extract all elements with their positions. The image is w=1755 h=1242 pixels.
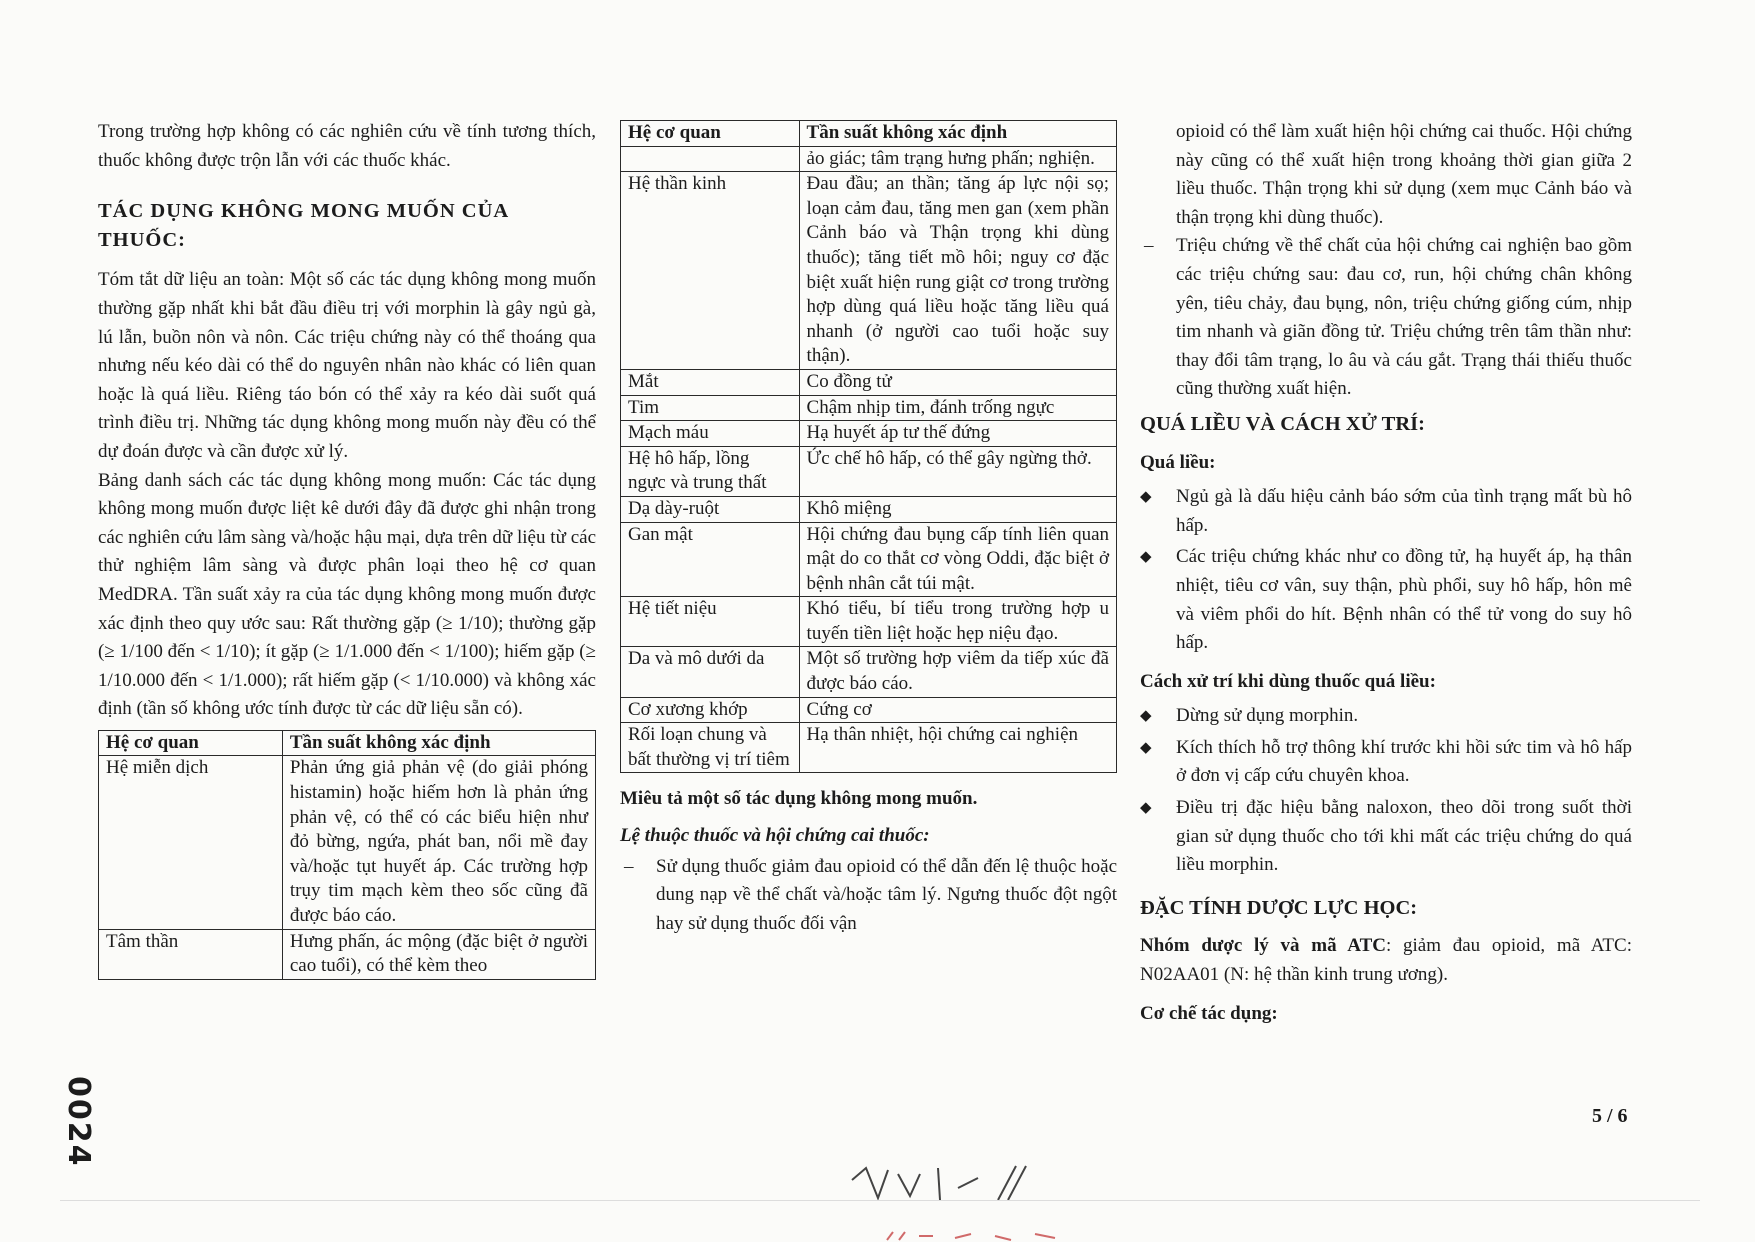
effect-cell: Cứng cơ [799,697,1116,723]
table-row [621,446,1117,496]
safety-summary-paragraph: Tóm tắt dữ liệu an toàn: Một số các tác dụng không mong muốn thường gặp nhất khi bắt đầu điều trị với morphin là gây ngủ gà, lú lẫn, buồn nôn và nôn. Các triệu chứng này có thể thoáng qua nhưng nếu kéo dài có thể do nguyên nhân nào khác có liên quan hoặc là quá liều. Riêng táo bón có thể xảy ra kéo dài suốt quá trình điều trị. Những tác dụng không mong muốn này đều có thể dự đoán được và cần được xử lý. [98,269,596,462]
organ-cell [621,146,800,172]
organ-cell: Hệ hô hấp, lồng ngực và trung thất [621,446,800,496]
atc-text: : giảm đau opioid, mã ATC: N02AA01 (N: hệ thần kinh trung ương). [1140,935,1632,986]
organ-cell: Hệ tiết niệu [621,597,800,647]
dependence-item: – Sử dụng thuốc giảm đau opioid có thể dẫn đến lệ thuộc hoặc dung nạp về thể chất và/hoặc tâm lý. Ngưng thuốc đột ngột hay sử dụng thuốc đối vận [620,853,1117,939]
page-number: 5 / 6 [1592,1105,1628,1127]
table-row [621,496,1117,522]
table-row [621,172,1117,370]
organ-cell: Gan mật [621,522,800,597]
effect-cell: Phản ứng giả phản vệ (do giải phóng histamin) hoặc hiếm hơn là phản ứng phản vệ, có thể có các biểu hiện như đỏ bừng, ngứa, phát ban, nổi mề đay và/hoặc tụt huyết áp. Các trường hợp trụy tim mạch kèm theo sốc cũng đã được báo cáo. [282,756,595,929]
header-organ-system: Hệ cơ quan [99,730,283,756]
table-header-row [621,121,1117,147]
atc-paragraph [1140,932,1632,989]
table-row [621,522,1117,597]
management-item: ◆ Kích thích hỗ trợ thông khí trước khi hồi sức tim và hô hấp ở đơn vị cấp cứu chuyên khoa. [1140,734,1632,791]
organ-cell: Hệ thần kinh [621,172,800,370]
effect-cell: Khó tiểu, bí tiểu trong trường hợp u tuyến tiền liệt hoặc hẹp niệu đạo. [799,597,1116,647]
margin-stamp: 0024 [61,1076,96,1168]
effect-cell: Một số trường hợp viêm da tiếp xúc đã được báo cáo. [799,647,1116,697]
table-row [621,647,1117,697]
table-row [621,421,1117,447]
effect-cell: Chậm nhịp tim, đánh trống ngực [799,395,1116,421]
overdose-subheading: Quá liều: [1140,451,1216,473]
organ-cell: Mạch máu [621,421,800,447]
column-left [98,118,596,980]
table-row [99,929,596,979]
table-row [99,756,596,929]
effect-cell: Khô miệng [799,496,1116,522]
header-organ-system: Hệ cơ quan [621,121,800,147]
effect-cell: Hạ huyết áp tư thế đứng [799,421,1116,447]
organ-cell: Hệ miễn dịch [99,756,283,929]
table-row [621,146,1117,172]
organ-cell: Mắt [621,369,800,395]
organ-cell: Tim [621,395,800,421]
effect-cell: ảo giác; tâm trạng hưng phấn; nghiện. [799,146,1116,172]
organ-cell: Dạ dày-ruột [621,496,800,522]
adverse-effects-table-right [620,120,1117,773]
effect-cell: Hội chứng đau bụng cấp tính liên quan mật do co thắt cơ vòng Oddi, đặc biệt ở bệnh nhân cắt túi mật. [799,522,1116,597]
organ-cell: Tâm thần [99,929,283,979]
adverse-list-intro: Bảng danh sách các tác dụng không mong muốn: Các tác dụng không mong muốn được liệt kê dưới đây đã được ghi nhận trong các nghiên cứu lâm sàng và/hoặc hậu mại, dựa trên dữ liệu từ các thử nghiệm lâm sàng và được phân loại theo hệ cơ quan MedDRA. Tần suất xảy ra của tác dụng không mong muốn được xác định theo quy ước sau: Rất thường gặp (≥ 1/10); thường gặp (≥ 1/100 đến < 1/10); ít gặp (≥ 1/1.000 đến < 1/100); hiếm gặp (≥ 1/10.000 đến < 1/1.000); rất hiếm gặp (< 1/10.000) và không xác định (tần số không ước tính được từ các dữ liệu sẵn có). [98,469,596,720]
header-frequency: Tần suất không xác định [799,121,1116,147]
withdrawal-symptoms-item: – Triệu chứng về thể chất của hội chứng cai nghiện bao gồm các triệu chứng sau: đau cơ, run, hội chứng chân không yên, tiêu chảy, đau bụng, nôn, triệu chứng giống cúm, nhịp tim nhanh và giãn đồng tử. Triệu chứng trên tâm thần như: thay đổi tâm trạng, lo âu và cáu gắt. Trạng thái thiếu thuốc cũng thường xuất hiện. [1140,232,1632,404]
column-right [1140,118,1632,1034]
dependence-heading: Lệ thuộc thuốc và hội chứng cai thuốc: [620,825,930,847]
header-frequency: Tần suất không xác định [282,730,595,756]
overdose-heading: QUÁ LIỀU VÀ CÁCH XỬ TRÍ: [1140,412,1425,435]
table-row [621,395,1117,421]
effect-cell: Co đồng tử [799,369,1116,395]
table-caption: Miêu tả một số tác dụng không mong muốn. [620,788,978,810]
table-row [621,369,1117,395]
column-middle [620,120,1117,938]
effect-cell: Đau đầu; an thần; tăng áp lực nội sọ; loạn cảm đau, tăng men gan (xem phần Cảnh báo và Thận trọng khi dùng thuốc); tăng tiết mồ hôi; nguy cơ đặc biệt xuất hiện rung giật cơ trong trường hợp dùng quá liều hoặc tăng liều quá nhanh (ở người cao tuổi hoặc suy thận). [799,172,1116,370]
table-header-row [99,730,596,756]
mechanism-subheading: Cơ chế tác dụng: [1140,1002,1278,1024]
table-row [621,597,1117,647]
effect-cell: Ức chế hô hấp, có thể gây ngừng thở. [799,446,1116,496]
organ-cell: Rối loạn chung và bất thường vị trí tiêm [621,723,800,773]
adverse-effects-heading: TÁC DỤNG KHÔNG MONG MUỐN CỦA THUỐC: [98,200,509,251]
atc-label: Nhóm dược lý và mã ATC [1140,935,1386,957]
organ-cell: Da và mô dưới da [621,647,800,697]
effect-cell: Hạ thân nhiệt, hội chứng cai nghiện [799,723,1116,773]
scan-footer-line [60,1200,1700,1201]
effect-cell: Hưng phấn, ác mộng (đặc biệt ở người cao tuổi), có thể kèm theo [282,929,595,979]
compatibility-paragraph: Trong trường hợp không có các nghiên cứu về tính tương thích, thuốc không được trộn lẫn với các thuốc khác. [98,121,596,171]
overdose-item: ◆ Ngủ gà là dấu hiệu cảnh báo sớm của tình trạng mất bù hô hấp. [1140,483,1632,540]
adverse-effects-table-left [98,730,596,980]
pharmacodynamics-heading: ĐẶC TÍNH DƯỢC LỰC HỌC: [1140,896,1418,919]
organ-cell: Cơ xương khớp [621,697,800,723]
withdrawal-continuation: opioid có thể làm xuất hiện hội chứng cai thuốc. Hội chứng này cũng có thể xuất hiện trong khoảng thời gian giữa 2 liều thuốc. Thận trọng khi sử dụng (xem mục Cảnh báo và thận trọng khi dùng thuốc). [1176,121,1632,228]
management-item: ◆ Điều trị đặc hiệu bằng naloxon, theo dõi trong suốt thời gian sử dụng thuốc cho tới khi mất các triệu chứng do quá liều morphin. [1140,794,1632,880]
table-row [621,723,1117,773]
red-stamp-marks [885,1230,1085,1242]
management-subheading: Cách xử trí khi dùng thuốc quá liều: [1140,670,1436,692]
overdose-item: ◆ Các triệu chứng khác như co đồng tử, hạ huyết áp, hạ thân nhiệt, tiêu cơ vân, suy thận, phù phổi, suy hô hấp, hôn mê và viêm phổi do hít. Bệnh nhân có thể tử vong do suy hô hấp. [1140,543,1632,657]
table-row [621,697,1117,723]
management-item: ◆ Dừng sử dụng morphin. [1140,702,1632,731]
